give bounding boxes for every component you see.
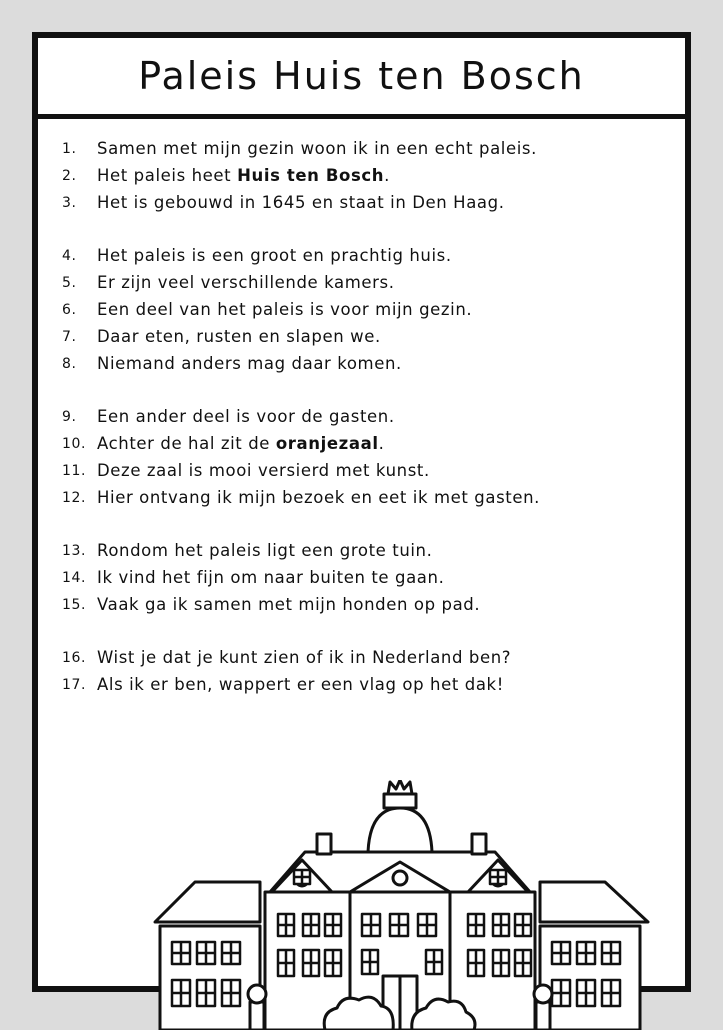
line-number: 6.	[62, 301, 77, 318]
line-number: 16.	[62, 649, 87, 666]
text-segment: Deze zaal is mooi versierd met kunst.	[97, 461, 430, 480]
palace-illustration-icon	[100, 780, 700, 1030]
line-text	[97, 434, 384, 453]
line-text	[97, 675, 504, 694]
line-text	[97, 407, 395, 426]
line-number: 2.	[62, 167, 77, 184]
text-segment: Wist je dat je kunt zien of ik in Nederland ben?	[97, 648, 512, 667]
text-segment: Vaak ga ik samen met mijn honden op pad.	[97, 595, 481, 614]
line-number: 15.	[62, 596, 87, 613]
title-box	[38, 38, 685, 119]
text-line	[62, 537, 675, 564]
page-title: Paleis Huis ten Bosch	[138, 54, 585, 98]
line-text	[97, 246, 452, 265]
text-segment: Een deel van het paleis is voor mijn gezin.	[97, 300, 473, 319]
text-line	[62, 403, 675, 430]
line-text	[97, 461, 430, 480]
line-text	[97, 139, 537, 158]
line-text	[97, 541, 432, 560]
text-segment: .	[384, 166, 390, 185]
text-segment: Het paleis heet	[97, 166, 238, 185]
text-line	[62, 671, 675, 698]
text-segment: Het paleis is een groot en prachtig huis.	[97, 246, 452, 265]
numbered-text	[62, 135, 675, 698]
text-line	[62, 350, 675, 377]
text-line	[62, 591, 675, 618]
text-segment: Achter de hal zit de	[97, 434, 276, 453]
text-segment: Ik vind het fijn om naar buiten te gaan.	[97, 568, 445, 587]
line-number: 1.	[62, 140, 77, 157]
text-segment: Samen met mijn gezin woon ik in een echt paleis.	[97, 139, 537, 158]
text-segment: Rondom het paleis ligt een grote tuin.	[97, 541, 433, 560]
bold-term: oranjezaal	[275, 434, 379, 453]
text-line	[62, 162, 675, 189]
text-line	[62, 644, 675, 671]
line-number: 3.	[62, 194, 77, 211]
text-segment: Er zijn veel verschillende kamers.	[97, 273, 395, 292]
text-line	[62, 135, 675, 162]
line-text	[97, 648, 511, 667]
text-line	[62, 242, 675, 269]
worksheet	[32, 32, 691, 992]
line-number: 17.	[62, 676, 87, 693]
line-text	[97, 300, 472, 319]
text-segment: Het is gebouwd in 1645 en staat in Den Haag.	[97, 193, 505, 212]
text-segment: Als ik er ben, wappert er een vlag op het dak!	[97, 675, 504, 694]
text-line	[62, 189, 675, 216]
line-text	[97, 273, 395, 292]
line-text	[97, 488, 540, 507]
text-line	[62, 457, 675, 484]
text-segment: .	[378, 434, 385, 453]
line-number: 11.	[62, 462, 87, 479]
text-line	[62, 484, 675, 511]
paragraph-gap	[62, 377, 675, 403]
text-line	[62, 430, 675, 457]
line-text	[97, 193, 505, 212]
line-text	[97, 354, 402, 373]
line-number: 14.	[62, 569, 87, 586]
line-number: 8.	[62, 355, 77, 372]
line-number: 13.	[62, 542, 87, 559]
text-line	[62, 564, 675, 591]
bold-term: Huis ten Bosch	[237, 166, 385, 185]
text-segment: Daar eten, rusten en slapen we.	[97, 327, 381, 346]
line-number: 7.	[62, 328, 77, 345]
text-line	[62, 296, 675, 323]
line-number: 9.	[62, 408, 77, 425]
line-number: 4.	[62, 247, 77, 264]
text-line	[62, 323, 675, 350]
text-segment: Niemand anders mag daar komen.	[97, 354, 402, 373]
line-text	[97, 166, 390, 185]
line-number: 5.	[62, 274, 77, 291]
paragraph-gap	[62, 511, 675, 537]
paragraph-gap	[62, 618, 675, 644]
paragraph-gap	[62, 216, 675, 242]
line-number: 12.	[62, 489, 87, 506]
line-text	[97, 595, 480, 614]
text-segment: Een ander deel is voor de gasten.	[97, 407, 395, 426]
line-text	[97, 568, 444, 587]
line-text	[97, 327, 381, 346]
text-segment: Hier ontvang ik mijn bezoek en eet ik met gasten.	[97, 488, 541, 507]
text-line	[62, 269, 675, 296]
line-number: 10.	[62, 435, 87, 452]
